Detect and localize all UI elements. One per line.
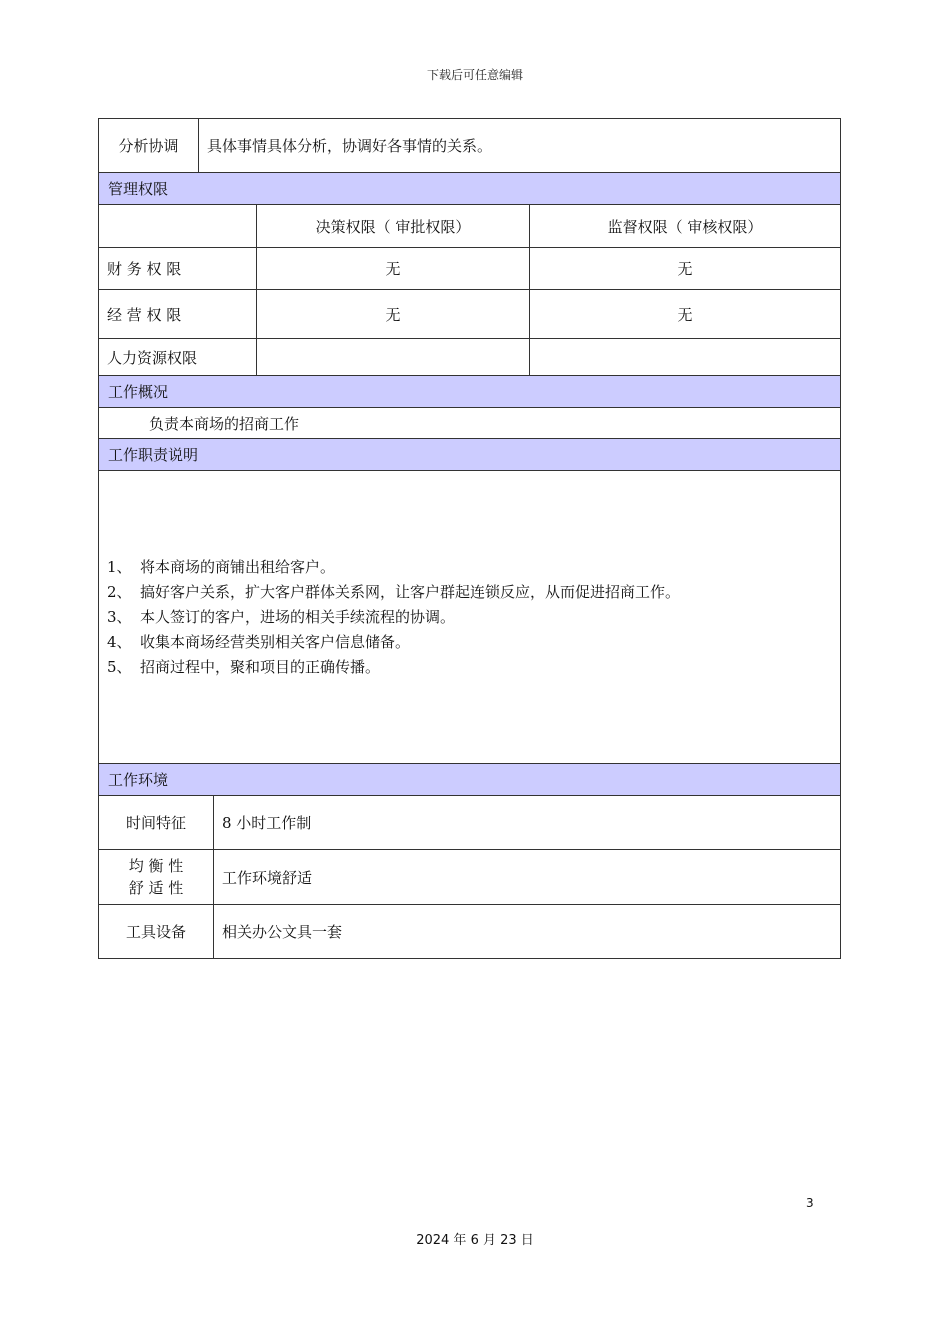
coordination-value: 具体事情具体分析，协调好各事情的关系。 bbox=[199, 119, 841, 173]
duty-number: 3、 bbox=[107, 607, 132, 626]
authority-corner-cell bbox=[99, 205, 257, 248]
environment-row bbox=[99, 796, 841, 850]
environment-row bbox=[99, 850, 841, 905]
decision-value: 无 bbox=[257, 248, 530, 290]
duty-text: 搞好客户关系，扩大客户群体关系网，让客户群起连锁反应，从而促进招商工作。 bbox=[140, 582, 681, 601]
section-overview bbox=[99, 376, 841, 408]
environment-value: 工作环境舒适 bbox=[214, 850, 841, 905]
section-duties bbox=[99, 439, 841, 471]
duty-item bbox=[107, 655, 832, 680]
authority-header-row bbox=[99, 205, 841, 248]
duty-item bbox=[107, 605, 832, 630]
decision-value: 无 bbox=[257, 290, 530, 339]
duties-row bbox=[99, 471, 841, 764]
coordination-row bbox=[99, 119, 841, 173]
environment-value: 8 小时工作制 bbox=[214, 796, 841, 850]
environment-row bbox=[99, 905, 841, 959]
environment-label bbox=[99, 850, 214, 905]
duty-number: 2、 bbox=[107, 582, 132, 601]
page-date: 2024 年 6 月 23 日 bbox=[416, 1233, 534, 1248]
section-title: 管理权限 bbox=[99, 173, 841, 205]
duty-text: 将本商场的商铺出租给客户。 bbox=[140, 557, 336, 576]
environment-value: 相关办公文具一套 bbox=[214, 905, 841, 959]
duties-list bbox=[99, 471, 841, 764]
duty-number: 4、 bbox=[107, 632, 132, 651]
section-title: 工作概况 bbox=[99, 376, 841, 408]
duty-item bbox=[107, 580, 832, 605]
section-title: 工作职责说明 bbox=[99, 439, 841, 471]
duty-text: 本人签订的客户，进场的相关手续流程的协调。 bbox=[140, 607, 456, 626]
environment-label: 时间特征 bbox=[99, 796, 214, 850]
section-authority bbox=[99, 173, 841, 205]
authority-label: 经 营 权 限 bbox=[99, 290, 257, 339]
duty-number: 5、 bbox=[107, 657, 132, 676]
authority-row bbox=[99, 290, 841, 339]
decision-value bbox=[257, 339, 530, 376]
duty-number: 1、 bbox=[107, 557, 132, 576]
authority-row bbox=[99, 248, 841, 290]
authority-label: 财 务 权 限 bbox=[99, 248, 257, 290]
coordination-label: 分析协调 bbox=[99, 119, 199, 173]
duty-text: 招商过程中，聚和项目的正确传播。 bbox=[140, 657, 381, 676]
environment-label: 工具设备 bbox=[99, 905, 214, 959]
job-description-table bbox=[98, 118, 841, 959]
label-line: 舒 适 性 bbox=[128, 879, 184, 897]
authority-label: 人力资源权限 bbox=[99, 339, 257, 376]
page-header: 下载后可任意编辑 bbox=[426, 68, 523, 82]
duty-item bbox=[107, 555, 832, 580]
supervision-header: 监督权限（ 审核权限） bbox=[530, 205, 841, 248]
supervision-value: 无 bbox=[530, 290, 841, 339]
label-line: 均 衡 性 bbox=[128, 857, 184, 875]
section-title: 工作环境 bbox=[99, 764, 841, 796]
overview-text: 负责本商场的招商工作 bbox=[99, 408, 841, 439]
duty-text: 收集本商场经营类别相关客户信息储备。 bbox=[140, 632, 411, 651]
section-environment bbox=[99, 764, 841, 796]
supervision-value bbox=[530, 339, 841, 376]
duty-item bbox=[107, 630, 832, 655]
supervision-value: 无 bbox=[530, 248, 841, 290]
overview-row bbox=[99, 408, 841, 439]
decision-header: 决策权限（ 审批权限） bbox=[257, 205, 530, 248]
page-number: 3 bbox=[806, 1196, 814, 1210]
authority-row bbox=[99, 339, 841, 376]
